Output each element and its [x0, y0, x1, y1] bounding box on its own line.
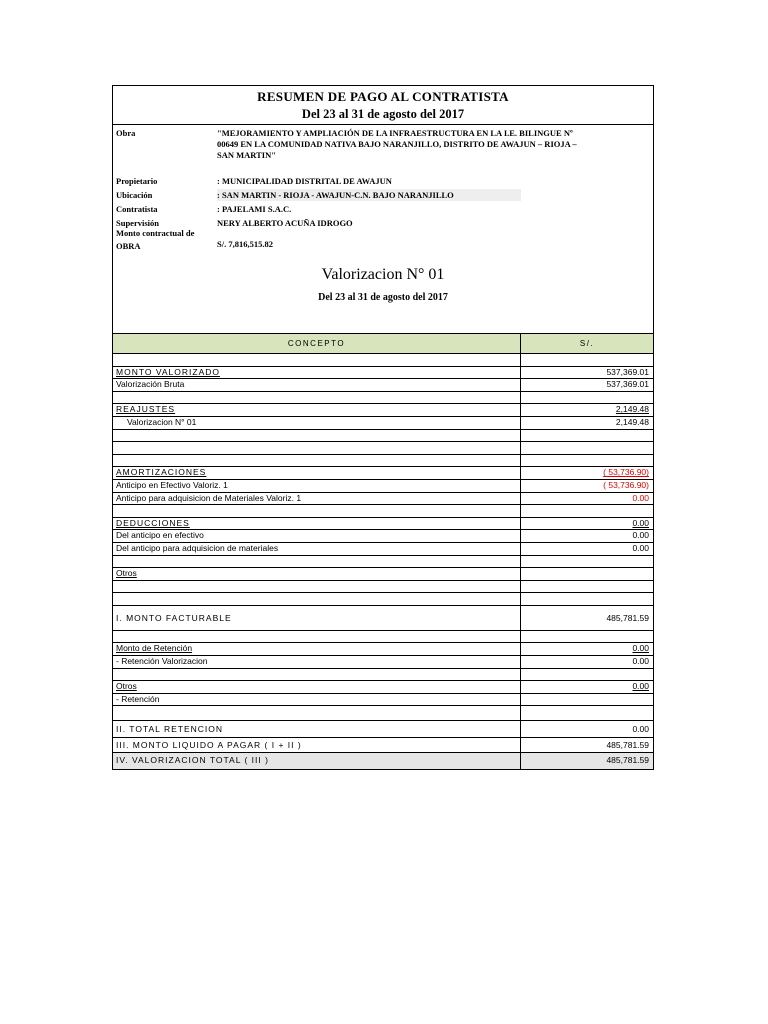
table-row — [113, 581, 653, 594]
concept-cell: REAJUSTES — [113, 404, 521, 416]
concept-cell: Monto de Retención — [113, 643, 521, 655]
table-row — [113, 467, 653, 480]
amount-cell: 0.00 — [632, 681, 649, 692]
table-row — [113, 417, 653, 430]
amount-cell — [521, 430, 653, 442]
valorizacion-period: Del 23 al 31 de agosto del 2017 — [318, 292, 448, 303]
table-row — [113, 631, 653, 644]
table-row — [113, 593, 653, 606]
amount-cell: 0.00 — [632, 492, 649, 503]
amount-cell — [521, 706, 653, 720]
table-row — [113, 518, 653, 531]
table-row — [113, 430, 653, 443]
table-row — [113, 392, 653, 405]
concept-cell: - Retención — [113, 694, 521, 706]
amount-cell: 485,781.59 — [606, 740, 649, 751]
table-row — [113, 442, 653, 455]
table-row — [113, 669, 653, 682]
obra-line-1: "MEJORAMIENTO Y AMPLIACIÓN DE LA INFRAESTRUCTURA EN LA I.E. BILINGUE Nº — [217, 128, 573, 138]
propietario-value: : MUNICIPALIDAD DISTRITAL DE AWAJUN — [217, 176, 392, 186]
table-row — [113, 606, 653, 631]
table-row — [113, 379, 653, 392]
table-row — [113, 556, 653, 569]
table-row — [113, 643, 653, 656]
amount-cell — [521, 455, 653, 467]
amount-cell — [521, 669, 653, 681]
concept-cell: Anticipo para adquisicion de Materiales Valoriz. 1 — [113, 493, 521, 505]
table-row — [113, 367, 653, 380]
supervision-value: NERY ALBERTO ACUÑA IDROGO — [217, 218, 353, 228]
amount-cell: ( 53,736.90) — [603, 467, 649, 478]
contratista-label: Contratista — [116, 204, 158, 214]
concept-cell: II. TOTAL RETENCION — [113, 721, 521, 737]
concept-cell: Valorización Bruta — [113, 379, 521, 391]
concept-cell — [113, 442, 521, 454]
ubicacion-label: Ubicación — [116, 190, 153, 200]
table-row — [113, 543, 653, 556]
concept-cell: AMORTIZACIONES — [113, 467, 521, 479]
amount-cell — [521, 568, 653, 580]
concept-cell: I. MONTO FACTURABLE — [113, 606, 521, 630]
amount-cell: 0.00 — [632, 724, 649, 735]
amount-cell — [521, 392, 653, 404]
concept-cell: Del anticipo para adquisicion de materiales — [113, 543, 521, 555]
obra-line-2: 00649 EN LA COMUNIDAD NATIVA BAJO NARANJILLO, DISTRITO DE AWAJUN – RIOJA – — [217, 139, 577, 149]
obra-label: Obra — [116, 128, 136, 138]
concept-cell — [113, 631, 521, 643]
amount-cell — [521, 354, 653, 366]
concept-cell: IV. VALORIZACION TOTAL ( III ) — [113, 753, 521, 769]
concept-cell — [113, 593, 521, 605]
amount-cell — [521, 694, 653, 706]
supervision-label: Supervisión — [116, 218, 159, 228]
table-row — [113, 681, 653, 694]
title-divider — [113, 124, 653, 125]
ubicacion-value: : SAN MARTIN - RIOJA - AWAJUN-C.N. BAJO NARANJILLO — [217, 189, 521, 201]
concept-cell — [113, 455, 521, 467]
payment-summary-sheet — [112, 85, 654, 770]
document-title: RESUMEN DE PAGO AL CONTRATISTA — [257, 89, 509, 104]
amount-cell: 2,149.48 — [615, 404, 649, 415]
amount-cell: 0.00 — [632, 656, 649, 667]
table-row — [113, 404, 653, 417]
amount-cell: 485,781.59 — [606, 755, 649, 766]
concept-cell — [113, 706, 521, 720]
concept-cell: - Retención Valorizacion — [113, 656, 521, 668]
monto-contractual-label: Monto contractual de — [116, 228, 195, 238]
table-row — [113, 721, 653, 738]
table-header — [113, 334, 653, 354]
amount-cell — [521, 556, 653, 568]
amount-cell: 0.00 — [632, 530, 649, 541]
amount-cell — [521, 442, 653, 454]
table-row — [113, 530, 653, 543]
amount-cell: 0.00 — [632, 517, 649, 528]
table-body — [113, 354, 653, 769]
table-row — [113, 480, 653, 493]
table-row — [113, 694, 653, 707]
amount-cell — [521, 631, 653, 643]
concept-cell — [113, 505, 521, 517]
table-row — [113, 706, 653, 721]
table-row — [113, 354, 653, 367]
obra-line-3: SAN MARTIN" — [217, 150, 276, 160]
concept-cell — [113, 392, 521, 404]
concept-cell: III. MONTO LIQUIDO A PAGAR ( I + II ) — [113, 738, 521, 752]
concept-cell — [113, 581, 521, 593]
amount-cell — [521, 593, 653, 605]
concept-cell: Valorizacion N° 01 — [113, 417, 521, 429]
monto-contractual-label-2: OBRA — [116, 241, 141, 251]
concept-cell — [113, 556, 521, 568]
concept-cell: DEDUCCIONES — [113, 518, 521, 530]
column-soles: S/. — [579, 339, 595, 348]
column-concepto: CONCEPTO — [113, 334, 521, 353]
concept-cell — [113, 669, 521, 681]
table-row-total — [113, 753, 653, 769]
concept-cell: Del anticipo en efectivo — [113, 530, 521, 542]
document-period: Del 23 al 31 de agosto del 2017 — [301, 107, 465, 121]
concept-cell: Otros — [113, 568, 521, 580]
amount-cell: ( 53,736.90) — [603, 479, 649, 490]
monto-contractual-value: S/. 7,816,515.82 — [217, 239, 273, 249]
table-row — [113, 738, 653, 753]
table-row — [113, 505, 653, 518]
concept-cell: MONTO VALORIZADO — [113, 367, 521, 379]
amount-cell: 537,369.01 — [606, 379, 649, 390]
amount-cell: 537,369.01 — [606, 366, 649, 377]
amount-cell: 485,781.59 — [606, 612, 649, 623]
contratista-value: : PAJELAMI S.A.C. — [217, 204, 292, 214]
amount-cell: 0.00 — [632, 542, 649, 553]
summary-header — [113, 86, 653, 334]
concept-cell — [113, 430, 521, 442]
table-row — [113, 455, 653, 468]
table-row — [113, 656, 653, 669]
amount-cell — [521, 581, 653, 593]
valorizacion-title: Valorizacion N° 01 — [321, 266, 445, 283]
amount-cell: 2,149.48 — [615, 416, 649, 427]
concept-cell: Anticipo en Efectivo Valoriz. 1 — [113, 480, 521, 492]
table-row — [113, 493, 653, 506]
propietario-label: Propietario — [116, 176, 158, 186]
table-row — [113, 568, 653, 581]
concept-cell — [113, 354, 521, 366]
amount-cell: 0.00 — [632, 643, 649, 654]
concept-cell: Otros — [113, 681, 521, 693]
amount-cell — [521, 505, 653, 517]
